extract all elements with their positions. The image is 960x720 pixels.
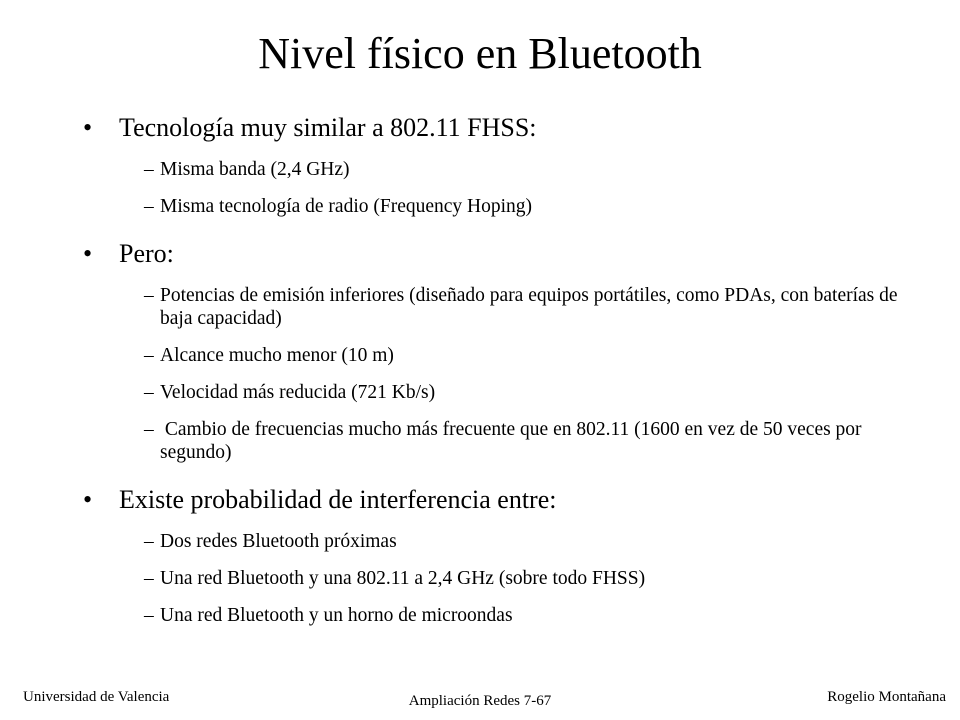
slide-title: Nivel físico en Bluetooth (258, 29, 702, 78)
bullet-item (76, 238, 906, 270)
dash-icon: – (144, 159, 154, 180)
sub-text: Una red Bluetooth y un horno de microondas (160, 605, 513, 626)
dash-icon: – (144, 196, 154, 217)
bullet-icon: • (83, 113, 93, 142)
footer-author: Rogelio Montañana (827, 689, 946, 705)
sub-item (76, 195, 906, 218)
dash-icon: – (144, 285, 154, 306)
footer-slide-number: Ampliación Redes 7-67 (408, 693, 552, 709)
sub-item (76, 158, 906, 181)
footer-university: Universidad de Valencia (23, 689, 170, 705)
bullet-item (76, 112, 906, 144)
dash-icon: – (144, 605, 154, 626)
dash-icon: – (144, 568, 154, 589)
sub-text: Misma banda (2,4 GHz) (160, 159, 350, 180)
dash-icon: – (144, 419, 154, 440)
dash-icon: – (144, 382, 154, 403)
sub-item (76, 381, 906, 404)
sub-text: Alcance mucho menor (10 m) (160, 345, 394, 366)
sub-item (76, 567, 906, 590)
slide-content (76, 112, 906, 627)
bullet-text: Existe probabilidad de interferencia entre: (119, 485, 557, 514)
bullet-text: Tecnología muy similar a 802.11 FHSS: (119, 113, 537, 142)
sub-text: Potencias de emisión inferiores (diseñado para equipos portátiles, como PDAs, con baterías de baja capacidad) (160, 285, 898, 329)
sub-item (76, 530, 906, 553)
sub-item (76, 284, 906, 330)
bullet-icon: • (83, 485, 93, 514)
sub-item (76, 344, 906, 367)
sub-text: Cambio de frecuencias mucho más frecuente que en 802.11 (1600 en vez de 50 veces por segundo) (160, 419, 867, 463)
sub-item (76, 604, 906, 627)
dash-icon: – (144, 531, 154, 552)
bullet-item (76, 484, 906, 516)
sub-text: Dos redes Bluetooth próximas (160, 531, 397, 552)
sub-text: Una red Bluetooth y una 802.11 a 2,4 GHz (sobre todo FHSS) (160, 568, 646, 589)
dash-icon: – (144, 345, 154, 366)
bullet-text: Pero: (119, 239, 174, 268)
sub-item (76, 418, 906, 464)
sub-text: Velocidad más reducida (721 Kb/s) (160, 382, 436, 403)
bullet-icon: • (83, 239, 93, 268)
sub-text: Misma tecnología de radio (Frequency Hoping) (160, 196, 533, 217)
